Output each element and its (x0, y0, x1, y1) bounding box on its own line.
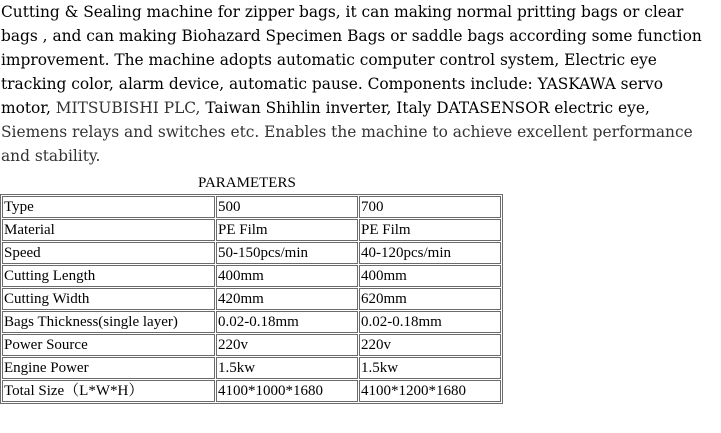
param-label: Engine Power (2, 357, 215, 379)
table-row (2, 334, 501, 356)
param-value-500: 0.02-0.18mm (216, 311, 358, 333)
product-description (1, 0, 716, 168)
param-label: Cutting Length (2, 265, 215, 287)
param-value-500: 220v (216, 334, 358, 356)
description-segment: Cutting & Sealing machine for zipper bags, it can making normal pritting bags or clear bags , and can making Biohazard Specimen Bags or saddle bags according some function improvement. The machine adopts automatic computer control system, Electric eye tracking color, alarm device, (1, 3, 702, 93)
param-label: Total Size（L*W*H） (2, 380, 215, 402)
table-row (2, 380, 501, 402)
param-label: Speed (2, 242, 215, 264)
table-row (2, 288, 501, 310)
description-segment: automatic pause. Components (228, 75, 471, 93)
description-segment: include: YASKAWA servo motor, (1, 75, 664, 117)
param-value-500: 1.5kw (216, 357, 358, 379)
table-row (2, 357, 501, 379)
param-value-500: 4100*1000*1680 (216, 380, 358, 402)
param-value-700: 220v (359, 334, 501, 356)
param-value-700: 620mm (359, 288, 501, 310)
param-value-500: 50-150pcs/min (216, 242, 358, 264)
param-label: Cutting Width (2, 288, 215, 310)
param-label: Type (2, 196, 215, 218)
param-value-700: 1.5kw (359, 357, 501, 379)
param-value-500: 500 (216, 196, 358, 218)
description-segment: MITSUBISHI PLC, (55, 99, 206, 117)
table-row (2, 311, 501, 333)
parameters-title: PARAMETERS (198, 175, 296, 191)
table-row (2, 242, 501, 264)
description-segment: Taiwan Shihlin inverter, Italy DATASENSOR electric eye, (205, 99, 650, 117)
description-segment: Siemens relays and switches etc. Enables the machine to achieve excellent performance and stability. (1, 123, 693, 165)
parameters-table (0, 194, 503, 404)
table-row (2, 265, 501, 287)
param-value-500: 400mm (216, 265, 358, 287)
param-value-700: 0.02-0.18mm (359, 311, 501, 333)
param-value-700: PE Film (359, 219, 501, 241)
table-row (2, 219, 501, 241)
param-value-700: 700 (359, 196, 501, 218)
param-label: Material (2, 219, 215, 241)
param-value-500: 420mm (216, 288, 358, 310)
param-label: Bags Thickness(single layer) (2, 311, 215, 333)
param-value-700: 40-120pcs/min (359, 242, 501, 264)
table-row (2, 196, 501, 218)
param-label: Power Source (2, 334, 215, 356)
param-value-500: PE Film (216, 219, 358, 241)
param-value-700: 400mm (359, 265, 501, 287)
param-value-700: 4100*1200*1680 (359, 380, 501, 402)
